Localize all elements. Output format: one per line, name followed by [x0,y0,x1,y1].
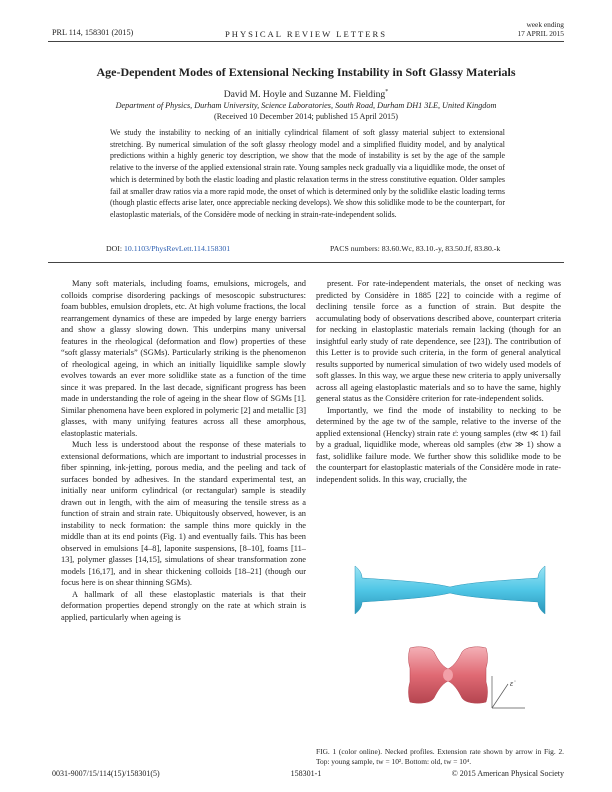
doi-link[interactable]: 10.1103/PhysRevLett.114.158301 [123,244,231,253]
copyright: © 2015 American Physical Society [451,769,564,778]
paragraph: Much less is understood about the response of these materials to extensional deformations, which are important to industrial processes in fiber spinning, ink-jetting, porous media, and the peeling and tack of surfaces bonded by adhesives. In the standard experimental test, an initially near uniform cylindrical (or rectangular) sample is steadily drawn out in length, with the aim of measuring the tensile stress as a function of strain and strain rate. Ubiquitously observed, however, is an instability to neck formation: the sample thins more quickly in the middle than at its end points (Fig. 1) and eventually fails. This has been observed in emulsions [4–8], laponite suspensions, [8–10], foams [11–13], polymer glasses [14,15], simulations of shear transformation zone models [16,17], and in shear thickening colloids [18–21] (though our focus here is on shear thinning SGMs). [61,440,306,587]
week-ending-label: week ending [526,20,564,29]
author-list [40,89,572,100]
paragraph: Many soft materials, including foams, emulsions, microgels, and colloids comprise disordering packings of mesoscopic substructures: foam bubbles, emulsion droplets, etc. At high volume fractions, the local rearrangement dynamics of these are impeded by large energy barriers and show a glassy slowing down. This underpins many universal features in the rheological (deformation and flow) properties of these “soft glassy materials” (SGMs). Particularly striking is the phenomenon of rheological ageing, in which an initially liquidlike sample slowly evolves towards an ever more solidlike state as a function of the time since it was prepared. In the last decade, significant progress has been made in understanding the role of ageing in the shear flow of SGMs [1]. Similar phenomena have been explored in polymeric [2] and metallic [3] glasses, with many unifying features across all these amorphous, elastoplastic materials. [61,279,306,438]
arrow-label: ε̇ [510,679,514,688]
authors: David M. Hoyle and Suzanne M. Fielding [223,89,386,101]
body-column-left [61,278,306,623]
abstract-rule [48,262,564,263]
paragraph: A hallmark of all these elastoplastic materials is that their deformation properties depend strongly on the rate at which strain is applied, particularly when ageing is [61,589,306,622]
abstract: We study the instability to necking of an initially cylindrical filament of soft glassy material subject to extensional stretching. By numerical simulation of the soft glassy rheology model and a simplified fluidity model, and by analytical predictions within a highly generic toy description, we show that the mode of instability is set by the age of the sample relative to the inverse of the applied extensional strain rate. Young samples neck gradually via a liquidlike mode, the onset of which is determined by both the elastic loading and plastic relaxation terms in the stress constitutive equation. Older samples fail at smaller draw ratios via a more rapid mode, the onset of which is determined only by the solidlike elastic loading terms (though plastic effects arise later, once appreciable necking develops). We show this solidlike mode to be the counterpart, for elastoplastic materials, of the Considère mode of necking in strain-rate-independent solids. [110,128,505,219]
received-dates: (Received 10 December 2014; published 15 April 2015) [214,112,398,121]
issue-date [517,20,564,38]
body-column-right [316,278,561,485]
header-rule [48,41,564,42]
paragraph: Importantly, we find the mode of instability to necking to be determined by the age tw of the sample, relative to the inverse of the applied extensional (Hencky) strain rate ε̇: young samples (ε̇tw ≪ 1) fail by a gradual, liquidlike mode, whereas old samples (ε̇tw ≫ 1) show a fast, solidlike failure mode. We further show this solidlike mode to be the counterpart for elastoplastic materials of the Considère mode in rate-independent solids. In this way, crucially, the [316,405,561,484]
affiliation: Department of Physics, Durham University, Science Laboratories, South Road, Durham DH1 3LE, United Kingdom [115,101,497,110]
young-sample-profile [355,566,545,614]
week-ending-date: 17 APRIL 2015 [517,29,564,38]
footer-issn: 0031-9007/15/114(15)/158301(5) [52,769,160,778]
journal-reference: PRL 114, 158301 (2015) [52,28,134,37]
neck-region [443,669,453,681]
figure-1 [350,556,550,766]
doi-label: DOI: [106,244,123,253]
paper-title: Age-Dependent Modes of Extensional Necking Instability in Soft Glassy Materials [96,65,516,79]
necked-profiles-figure [350,556,550,746]
paragraph: present. For rate-independent materials, the onset of necking was predicted by Considère in 1885 [22] to coincide with a regime of declining tensile force as a function of strain. But despite the accumulating body of observations described above, counterpart criteria for necking in elastoplastic materials remain lacking (though for an insightful early study of rate dependence, see [23]). The contribution of this Letter is to provide such criteria, in the form of general analytical results supported by numerical simulation of two widely used models of soft glasses. In this way, we argue these new criteria to apply universally across all ageing elastoplastic materials and so to have the same, highly general status as the Considère criterion for rate-independent solids. [316,279,561,403]
pacs-numbers: PACS numbers: 83.60.Wc, 83.10.-y, 83.50.Jf, 83.80.-k [330,244,501,253]
extension-rate-arrow [492,676,525,708]
figure-caption: FIG. 1 (color online). Necked profiles. Extension rate shown by arrow in Fig. 2. Top: young sample, tw = 10². Bottom: old, tw = 10⁴. [316,747,564,766]
corresponding-author-mark: * [385,89,389,95]
page-number: 158301-1 [290,769,322,778]
journal-name: PHYSICAL REVIEW LETTERS [224,29,387,39]
doi-line [106,244,230,253]
